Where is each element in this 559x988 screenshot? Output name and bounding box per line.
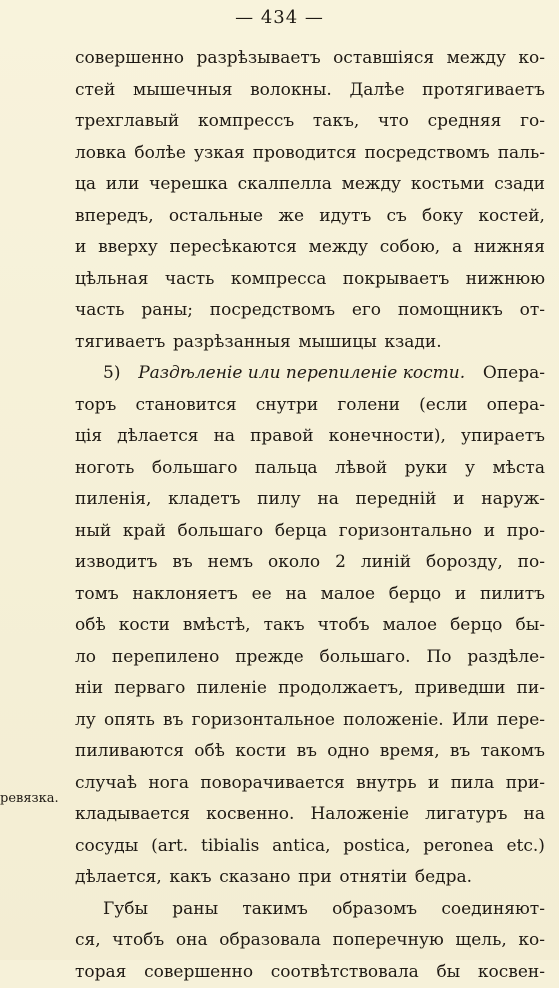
word: косвенно.: [206, 799, 294, 831]
word: ко-: [518, 43, 545, 75]
word: разрѣзываетъ: [196, 43, 320, 75]
word: от-: [520, 295, 545, 327]
word: peronea: [423, 831, 493, 863]
word: пиленія,: [75, 484, 151, 516]
word: чтобъ: [112, 925, 164, 957]
text-line: [75, 862, 545, 894]
word: Наложеніе: [310, 799, 409, 831]
word: что: [378, 106, 409, 138]
word: мышицы: [298, 327, 376, 359]
word: компрессъ: [198, 106, 294, 138]
word: горизонтальное: [192, 705, 335, 737]
word: и: [428, 768, 439, 800]
word: нога: [148, 768, 189, 800]
text-line: [75, 516, 545, 548]
body-text: [75, 43, 545, 988]
word: лѣвой: [335, 453, 387, 485]
word: покрываетъ: [343, 264, 450, 296]
word: вмѣстѣ,: [183, 610, 251, 642]
word: дѣлается: [117, 421, 198, 453]
text-line: [75, 106, 545, 138]
word: впередъ,: [75, 201, 154, 233]
word: съ: [386, 201, 406, 233]
word: у: [465, 453, 475, 485]
word: одно: [327, 736, 369, 768]
word: голени: [337, 390, 400, 422]
word: большаго: [152, 453, 238, 485]
word: кладетъ: [168, 484, 240, 516]
word: собою,: [380, 232, 440, 264]
word: протягиваетъ: [422, 75, 545, 107]
word: раны: [172, 894, 218, 926]
text-line: [75, 327, 545, 359]
text-line: [75, 453, 545, 485]
word: стей: [75, 75, 115, 107]
word: немъ: [208, 547, 253, 579]
word: отнятіи: [339, 862, 407, 894]
word: малое: [383, 610, 437, 642]
word: Губы: [103, 894, 148, 926]
word: про-: [507, 516, 545, 548]
text-line: [75, 169, 545, 201]
word: кзади.: [384, 327, 441, 359]
text-line: [75, 138, 545, 170]
word: изводитъ: [75, 547, 157, 579]
text-line: [75, 547, 545, 579]
word: пила: [451, 768, 495, 800]
word: раны;: [141, 295, 193, 327]
text-line: [75, 957, 545, 988]
word: берца: [275, 516, 327, 548]
text-line: [75, 925, 545, 957]
section-heading-line: [75, 358, 545, 390]
word: 2: [335, 547, 346, 579]
text-line: [75, 390, 545, 422]
word: обѣ: [194, 736, 225, 768]
word: томъ: [75, 579, 119, 611]
word: руки: [405, 453, 448, 485]
word: чтобъ: [318, 610, 370, 642]
word: лу: [75, 705, 96, 737]
margin-note: ревязка.: [0, 789, 59, 809]
word: по-: [518, 547, 545, 579]
text-line: [75, 264, 545, 296]
word: бы: [436, 957, 460, 988]
word: соединяют-: [441, 894, 545, 926]
word: малое: [321, 579, 375, 611]
word: По: [426, 642, 451, 674]
word: скалпелла: [238, 169, 332, 201]
word: ноготь: [75, 453, 134, 485]
word: часть: [75, 295, 125, 327]
word: мышечныя: [133, 75, 232, 107]
section-title: Раздѣленіе или перепиленіе кости.: [138, 358, 465, 390]
word: помощникъ: [398, 295, 503, 327]
word: перваго: [114, 673, 185, 705]
word: линій: [361, 547, 411, 579]
word: черешка: [149, 169, 228, 201]
word: вверху: [98, 232, 158, 264]
word: костей,: [478, 201, 545, 233]
word: приведши: [415, 673, 506, 705]
word: внутрь: [356, 768, 416, 800]
text-line: [75, 421, 545, 453]
text-line: [75, 831, 545, 863]
word: лигатуръ: [425, 799, 507, 831]
word: нижняя: [474, 232, 545, 264]
text-line: [75, 201, 545, 233]
word: etc.): [506, 831, 544, 863]
word: какъ: [169, 862, 211, 894]
word: перепилено: [112, 642, 219, 674]
text-line: [75, 673, 545, 705]
word: снутри: [256, 390, 318, 422]
word: щель,: [455, 925, 506, 957]
word: наруж-: [481, 484, 545, 516]
word: ный: [75, 516, 111, 548]
section-number: 5): [103, 358, 120, 390]
word: поперечную: [333, 925, 444, 957]
word: ловка: [75, 138, 126, 170]
word: берцо: [389, 579, 441, 611]
word: посредствомъ: [210, 295, 335, 327]
word: пересѣкаются: [170, 232, 297, 264]
word: борозду,: [426, 547, 503, 579]
word: ее: [252, 579, 272, 611]
word: такъ,: [313, 106, 359, 138]
word: торая: [75, 957, 126, 988]
word: въ: [450, 736, 470, 768]
word: бедра.: [415, 862, 472, 894]
word: пилитъ: [480, 579, 545, 611]
word: раздѣле-: [467, 642, 545, 674]
word: сказано: [219, 862, 290, 894]
word: въ: [163, 705, 183, 737]
word: такомъ: [481, 736, 545, 768]
word: кости: [235, 736, 286, 768]
word: посредствомъ: [364, 138, 489, 170]
word: край: [123, 516, 166, 548]
word: косвен-: [478, 957, 545, 988]
word: пиленіе: [197, 673, 267, 705]
word: пальца: [255, 453, 318, 485]
word: дѣлается,: [75, 862, 162, 894]
word: часть: [165, 264, 215, 296]
word: около: [268, 547, 320, 579]
word: и: [484, 516, 495, 548]
word: продолжаетъ,: [278, 673, 403, 705]
word: (если: [419, 390, 467, 422]
word: оставшіяся: [333, 43, 434, 75]
word: или: [106, 169, 139, 201]
word: при: [298, 862, 332, 894]
word: ція: [75, 421, 102, 453]
text-line: [75, 799, 545, 831]
word: нижнюю: [466, 264, 545, 296]
word: образомъ: [332, 894, 417, 926]
word: становится: [135, 390, 236, 422]
word: проводится: [253, 138, 357, 170]
word: ло: [75, 642, 96, 674]
text-line: [75, 610, 545, 642]
word: пилу: [257, 484, 300, 516]
word: пиливаются: [75, 736, 184, 768]
word: трехглавый: [75, 106, 179, 138]
word: волокны.: [250, 75, 332, 107]
word: она: [176, 925, 208, 957]
text-line: [75, 232, 545, 264]
word: (art.: [151, 831, 188, 863]
word: и: [455, 579, 466, 611]
section-first-words: Опера-: [483, 358, 545, 390]
word: его: [352, 295, 381, 327]
word: между: [342, 169, 401, 201]
word: мѣста: [492, 453, 545, 485]
word: пи-: [517, 673, 545, 705]
word: компресса: [231, 264, 327, 296]
word: ся,: [75, 925, 101, 957]
word: случаѣ: [75, 768, 137, 800]
word: и: [453, 484, 464, 516]
paragraph-first-line: [75, 894, 545, 926]
word: Или: [452, 705, 489, 737]
word: postica,: [343, 831, 410, 863]
word: а: [452, 232, 462, 264]
word: сзади: [494, 169, 545, 201]
word: совершенно: [144, 957, 253, 988]
text-line: [75, 642, 545, 674]
word: же: [278, 201, 304, 233]
word: узкая: [194, 138, 245, 170]
word: берцо: [450, 610, 502, 642]
word: на: [317, 484, 338, 516]
word: го-: [520, 106, 545, 138]
word: между: [309, 232, 368, 264]
word: время,: [380, 736, 440, 768]
word: пере-: [497, 705, 545, 737]
word: обѣ: [75, 610, 106, 642]
word: положеніе.: [343, 705, 444, 737]
word: бы-: [515, 610, 545, 642]
word: ніи: [75, 673, 103, 705]
text-line: [75, 484, 545, 516]
word: на: [523, 799, 544, 831]
word: горизонтально: [339, 516, 472, 548]
word: костьми: [411, 169, 485, 201]
word: въ: [297, 736, 317, 768]
word: разрѣзанныя: [173, 327, 291, 359]
word: большаго.: [320, 642, 411, 674]
word: сосуды: [75, 831, 138, 863]
word: и: [75, 232, 86, 264]
word: паль-: [498, 138, 545, 170]
word: тягиваетъ: [75, 327, 165, 359]
word: торъ: [75, 390, 116, 422]
word: поворачивается: [200, 768, 344, 800]
text-line: [75, 768, 545, 800]
word: соотвѣтствовала: [271, 957, 419, 988]
word: передній: [356, 484, 437, 516]
word: идутъ: [319, 201, 371, 233]
text-line: [75, 295, 545, 327]
word: правой: [250, 421, 313, 453]
text-line: [75, 43, 545, 75]
text-line: [75, 705, 545, 737]
word: при-: [506, 768, 545, 800]
word: между: [447, 43, 506, 75]
word: средняя: [428, 106, 502, 138]
word: остальные: [169, 201, 263, 233]
word: кладывается: [75, 799, 190, 831]
word: Далѣе: [349, 75, 404, 107]
word: такъ: [264, 610, 305, 642]
word: конечности),: [329, 421, 446, 453]
word: цѣльная: [75, 264, 148, 296]
word: на: [214, 421, 235, 453]
word: упираетъ: [461, 421, 545, 453]
word: въ: [172, 547, 192, 579]
word: tibialis: [201, 831, 259, 863]
word: образовала: [219, 925, 321, 957]
word: antica,: [272, 831, 330, 863]
word: наклоняетъ: [132, 579, 237, 611]
text-line: [75, 579, 545, 611]
word: на: [285, 579, 306, 611]
word: ко-: [518, 925, 545, 957]
word: кости: [119, 610, 170, 642]
word: боку: [422, 201, 463, 233]
word: такимъ: [242, 894, 308, 926]
text-line: [75, 736, 545, 768]
word: большаго: [178, 516, 264, 548]
word: болѣе: [134, 138, 186, 170]
word: ца: [75, 169, 96, 201]
word: опера-: [487, 390, 545, 422]
word: совершенно: [75, 43, 184, 75]
word: опять: [104, 705, 155, 737]
text-line: [75, 75, 545, 107]
word: прежде: [235, 642, 303, 674]
page-number: — 434 —: [0, 4, 559, 32]
